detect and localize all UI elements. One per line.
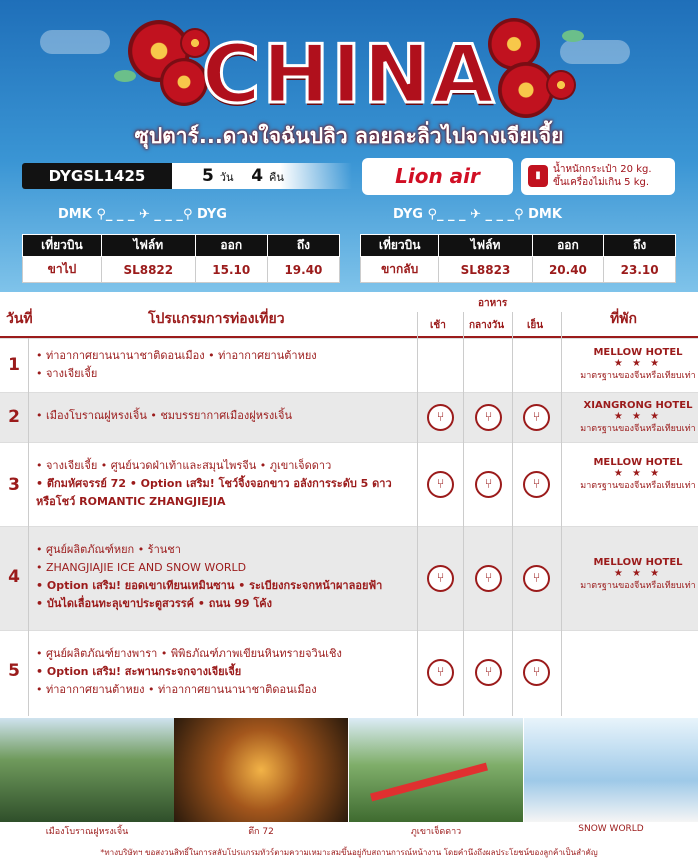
- day-program: [36, 541, 426, 613]
- hotel-name: XIANGRONG HOTEL: [583, 400, 693, 411]
- pin-icon: ⚲: [182, 207, 193, 222]
- day-number: 1: [8, 355, 20, 375]
- col-meals: อาหาร: [478, 298, 508, 309]
- program-line: • จางเจียเจี้ย: [36, 367, 98, 380]
- table-header: เที่ยวบิน: [23, 235, 102, 257]
- glass-bridge: [370, 763, 488, 802]
- fork-knife-icon: ⑂: [475, 404, 502, 431]
- header-banner: [0, 0, 698, 292]
- hotel-name: MELLOW HOTEL: [593, 557, 683, 568]
- hotel-name: MELLOW HOTEL: [593, 347, 683, 358]
- table-cell: 15.10: [195, 257, 267, 283]
- photo-caption: ตึก 72: [248, 827, 274, 837]
- origin-code: DYG: [393, 207, 423, 222]
- table-cell: 23.10: [604, 257, 676, 283]
- destination-code: DMK: [528, 207, 562, 222]
- hotel-note: มาตรฐานของจีนหรือเทียบเท่า: [580, 424, 696, 434]
- program-line: • จางเจียเจี้ย • ศูนย์นวดฝ่าเท้าและสมุนไพรจีน • ภูเขาเจ็ดดาว: [36, 459, 332, 472]
- pin-icon: ⚲: [96, 207, 106, 222]
- day-program: [36, 407, 416, 425]
- fork-knife-icon: ⑂: [523, 471, 550, 498]
- airline-logo: Lion air: [362, 158, 513, 195]
- hotel-note: มาตรฐานของจีนหรือเทียบเท่า: [580, 371, 696, 381]
- col-breakfast: เช้า: [430, 320, 446, 331]
- hotel-note: มาตรฐานของจีนหรือเทียบเท่า: [580, 581, 696, 591]
- column-divider: [512, 312, 513, 716]
- program-line: หรือโชว์ ROMANTIC ZHANGJIEJIA: [36, 495, 226, 508]
- day-number: 5: [8, 661, 20, 681]
- fork-knife-icon: ⑂: [523, 659, 550, 686]
- table-cell: SL8822: [101, 257, 195, 283]
- day-row: [0, 338, 698, 392]
- program-line: • Option เสริม! สะพานกระจกจางเจียเจี้ย: [36, 665, 242, 678]
- photo-seven-star-mountain: [349, 718, 523, 822]
- col-dinner: เย็น: [527, 320, 544, 331]
- inbound-flight-table: [360, 234, 676, 283]
- page-title: CHINA: [201, 28, 497, 121]
- photo-caption: เมืองโบราณฝูหรงเจิ้น: [45, 827, 129, 837]
- day-number: 4: [8, 567, 20, 587]
- table-cell: 19.40: [267, 257, 339, 283]
- hotel-stars: ★ ★ ★: [613, 468, 663, 479]
- program-line: • ศูนย์ผลิตภัณฑ์หยก • ร้านชา: [36, 543, 181, 556]
- table-header: ออก: [532, 235, 604, 257]
- fork-knife-icon: ⑂: [427, 471, 454, 498]
- program-line: • ศูนย์ผลิตภัณฑ์ยางพารา • พิพิธภัณฑ์ภาพเขียนหินทรายจวินเชิง: [36, 647, 342, 660]
- day-row: [0, 630, 698, 716]
- nights-count: 4: [251, 166, 264, 186]
- day-number: 3: [8, 475, 20, 495]
- plane-icon: ✈: [470, 207, 481, 222]
- table-cell: 20.40: [532, 257, 604, 283]
- baggage-line: ขึ้นเครื่องไม่เกิน 5 kg.: [553, 177, 650, 188]
- table-header: ไฟล์ท: [101, 235, 195, 257]
- table-header: เที่ยวบิน: [361, 235, 439, 257]
- disclaimer: *ทางบริษัทฯ ขอสงวนสิทธิ์ในการสลับโปรแกรมทัวร์ตามความเหมาะสมขึ้นอยู่กับสถานการณ์หน้างาน โดยคำนึงถึงผลประโยชน์ของลูกค้าเป็นสำคัญ: [100, 848, 598, 857]
- fork-knife-icon: ⑂: [475, 659, 502, 686]
- program-line: • ตึกมหัศจรรย์ 72 • Option เสริม! โชว์จิ้งจอกขาว อลังการระดับ 5 ดาว: [36, 477, 392, 490]
- column-divider: [561, 312, 562, 716]
- outbound-route: DMK ⚲_ _ _ ✈ _ _ _⚲ DYG: [58, 207, 227, 222]
- table-cell: ขาไป: [23, 257, 102, 283]
- hotel-stars: ★ ★ ★: [613, 568, 663, 579]
- days-unit: วัน: [219, 171, 234, 184]
- day-row: [0, 526, 698, 630]
- fork-knife-icon: ⑂: [427, 659, 454, 686]
- plane-icon: ✈: [138, 207, 150, 222]
- column-divider: [417, 312, 418, 716]
- tour-code: DYGSL1425: [22, 163, 172, 189]
- program-line: • Option เสริม! ยอดเขาเทียนเหมินซาน • ระเบียงกระจกหน้าผาลอยฟ้า: [36, 579, 383, 592]
- table-header: ไฟล์ท: [439, 235, 532, 257]
- photo-caption: SNOW WORLD: [578, 824, 644, 834]
- hotel-info: [578, 457, 698, 492]
- luggage-icon: ▮: [528, 165, 548, 187]
- destination-code: DYG: [197, 207, 227, 222]
- fork-knife-icon: ⑂: [523, 565, 550, 592]
- col-day: วันที่: [6, 311, 33, 327]
- day-row: [0, 392, 698, 442]
- photo-furongzhen: [0, 718, 174, 822]
- col-hotel: ที่พัก: [610, 311, 637, 327]
- baggage-info: [521, 158, 675, 195]
- table-header: ออก: [195, 235, 267, 257]
- hotel-info: [578, 400, 698, 435]
- page-subtitle: ซุปตาร์...ดวงใจฉันปลิว ลอยละลิ่วไปจางเจียเจี้ย: [134, 124, 564, 148]
- table-cell: ขากลับ: [361, 257, 439, 283]
- table-cell: SL8823: [439, 257, 532, 283]
- hotel-note: มาตรฐานของจีนหรือเทียบเท่า: [580, 481, 696, 491]
- day-number: 2: [8, 407, 20, 427]
- program-table: [0, 292, 698, 696]
- pin-icon: ⚲: [427, 207, 437, 222]
- program-line: • ท่าอากาศยานต้าหยง • ท่าอากาศยานนานาชาติดอนเมือง: [36, 683, 317, 696]
- table-header: ถึง: [267, 235, 339, 257]
- day-row: [0, 442, 698, 526]
- col-program: โปรแกรมการท่องเที่ยว: [148, 311, 285, 327]
- hotel-info: [578, 347, 698, 382]
- program-line: • ท่าอากาศยานนานาชาติดอนเมือง • ท่าอากาศยานต้าหยง: [36, 349, 317, 362]
- hotel-info: [578, 557, 698, 592]
- fork-knife-icon: ⑂: [427, 404, 454, 431]
- day-program: [36, 347, 416, 383]
- day-program: [36, 645, 426, 699]
- origin-code: DMK: [58, 207, 92, 222]
- baggage-line: น้ำหนักกระเป๋า 20 kg.: [553, 164, 652, 175]
- outbound-flight-table: [22, 234, 340, 283]
- inbound-route: DYG ⚲_ _ _ ✈ _ _ _⚲ DMK: [393, 207, 562, 222]
- hotel-name: MELLOW HOTEL: [593, 457, 683, 468]
- hotel-stars: ★ ★ ★: [613, 411, 663, 422]
- days-count: 5: [202, 166, 214, 186]
- fork-knife-icon: ⑂: [427, 565, 454, 592]
- hotel-stars: ★ ★ ★: [613, 358, 663, 369]
- day-program: [36, 457, 426, 511]
- duration: [172, 163, 352, 189]
- col-lunch: กลางวัน: [469, 320, 505, 331]
- nights-unit: คืน: [269, 171, 284, 184]
- pin-icon: ⚲: [514, 207, 524, 222]
- table-header: ถึง: [604, 235, 676, 257]
- fork-knife-icon: ⑂: [475, 565, 502, 592]
- column-divider: [28, 338, 29, 716]
- photo-caption: ภูเขาเจ็ดดาว: [410, 827, 462, 837]
- fork-knife-icon: ⑂: [523, 404, 550, 431]
- program-line: • ZHANGJIAJIE ICE AND SNOW WORLD: [36, 561, 247, 574]
- photo-building-72: [174, 718, 348, 822]
- column-divider: [463, 312, 464, 716]
- photo-strip: [0, 718, 698, 840]
- program-header: [0, 292, 698, 338]
- program-line: • บันไดเลื่อนทะลุเขาประตูสวรรค์ • ถนน 99 โค้ง: [36, 597, 273, 610]
- photo-snow-world: [524, 718, 698, 822]
- program-line: • เมืองโบราณฝูหรงเจิ้น • ชมบรรยากาศเมืองฝูหรงเจิ้น: [36, 409, 292, 422]
- fork-knife-icon: ⑂: [475, 471, 502, 498]
